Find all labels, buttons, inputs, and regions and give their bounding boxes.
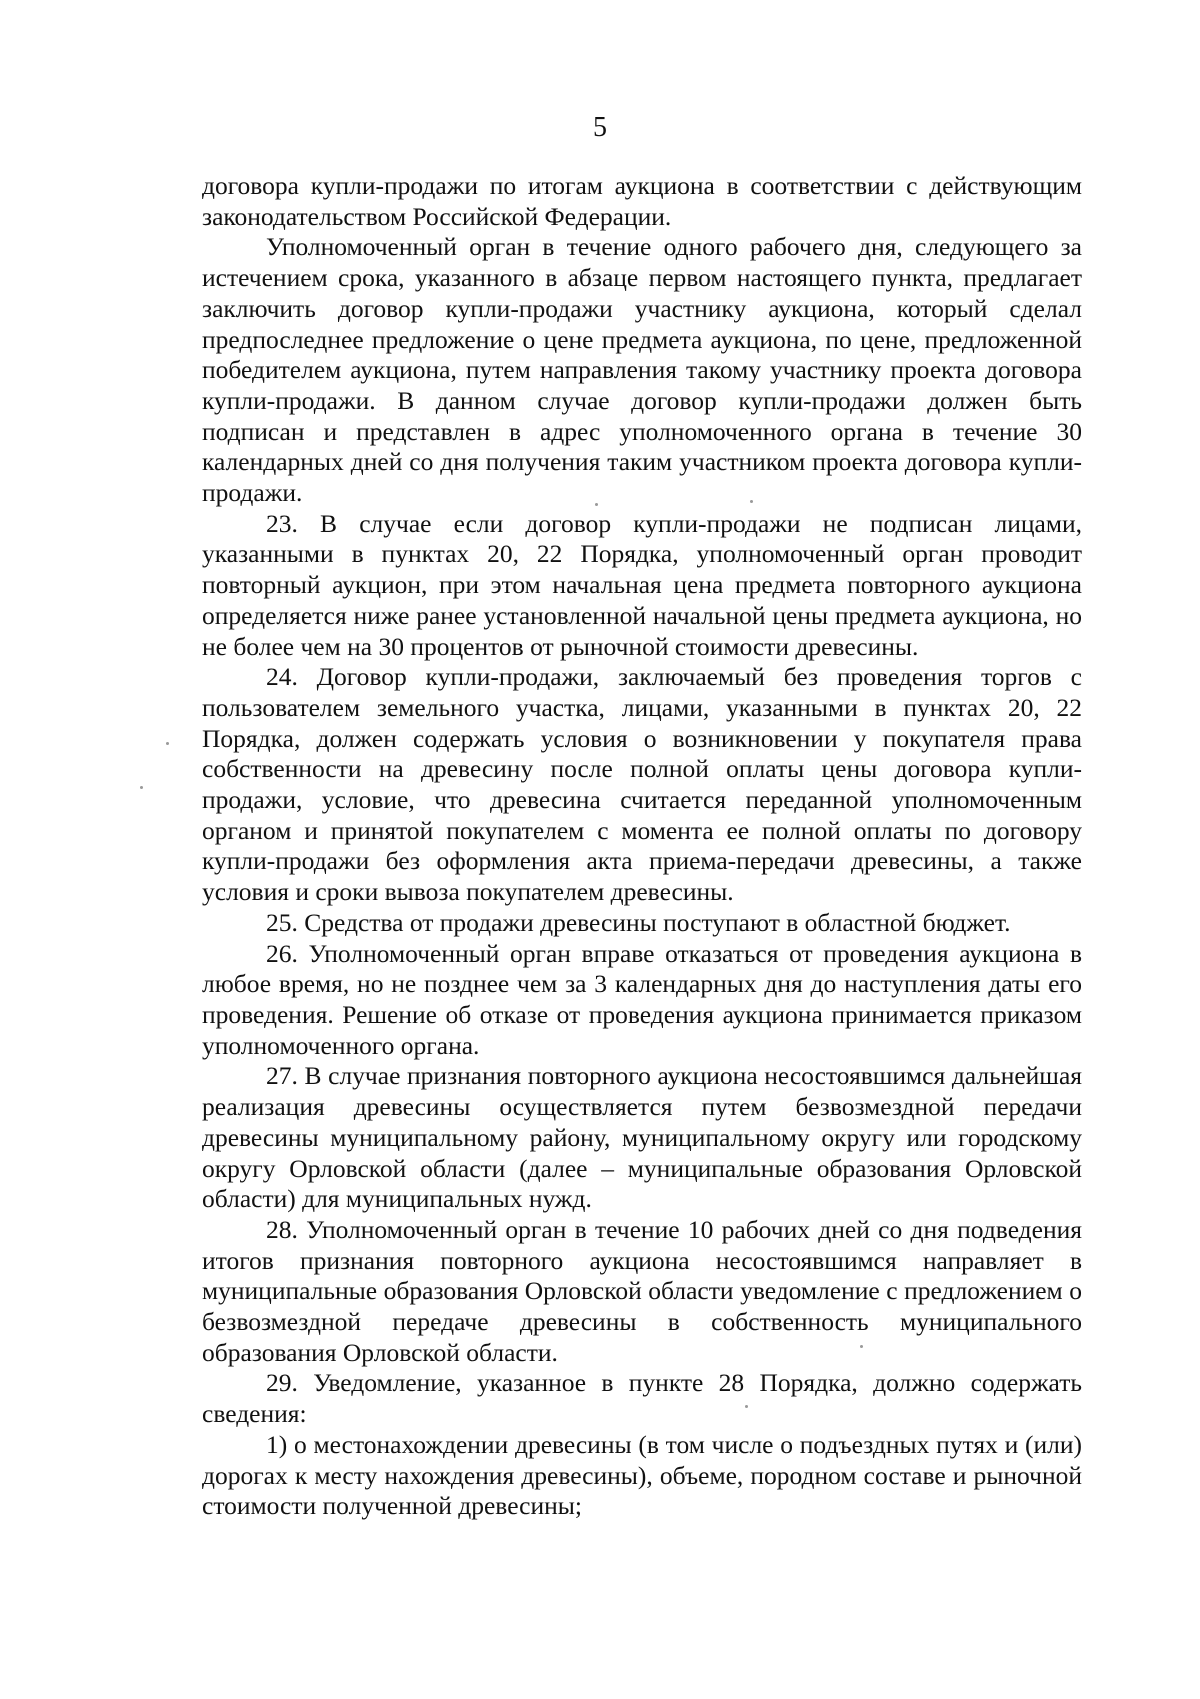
paragraph-item-27: 27. В случае признания повторного аукциона несостоявшимся дальнейшая реализация древесины осуществляется путем безвозмездной передачи древесины муниципальному району, муниципальному округу или городскому округу Орловской области (далее – муниципальные образования Орловской области) для муниципальных нужд.	[202, 1061, 1082, 1214]
scan-speck	[750, 500, 753, 503]
paragraph-item-24: 24. Договор купли-продажи, заключаемый без проведения торгов с пользователем земельного участка, лицами, указанными в пунктах 20, 22 Порядка, должен содержать условия о возникновении у покупателя права собственности на древесину после полной оплаты цены договора купли-продажи, условие, что древесина считается переданной уполномоченным органом и принятой покупателем с момента ее полной оплаты по договору купли-продажи без оформления акта приема-передачи древесины, а также условия и сроки вывоза покупателем древесины.	[202, 662, 1082, 907]
scan-speck	[745, 1405, 748, 1408]
paragraph-item-28: 28. Уполномоченный орган в течение 10 рабочих дней со дня подведения итогов признания повторного аукциона несостоявшимся направляет в муниципальные образования Орловской области уведомление с предложением о безвозмездной передаче древесины в собственность муниципального образования Орловской области.	[202, 1214, 1082, 1367]
paragraph-item-25: 25. Средства от продажи древесины поступают в областной бюджет.	[266, 907, 1011, 937]
page-number: 5	[593, 112, 607, 143]
paragraph-authorized-body: Уполномоченный орган в течение одного рабочего дня, следующего за истечением срока, указанного в абзаце первом настоящего пункта, предлагает заключить договор купли-продажи участнику аукциона, который сделал предпоследнее предложение о цене предмета аукциона, по цене, предложенной победителем аукциона, путем направления такому участнику проекта договора купли-продажи. В данном случае договор купли-продажи должен быть подписан и представлен в адрес уполномоченного органа в течение 30 календарных дней со дня получения таким участником проекта договора купли-продажи.	[202, 232, 1082, 508]
scan-speck	[140, 786, 143, 789]
paragraph-item-29: 29. Уведомление, указанное в пункте 28 Порядка, должно содержать сведения:	[202, 1368, 1082, 1429]
paragraph-item-26: 26. Уполномоченный орган вправе отказаться от проведения аукциона в любое время, но не позднее чем за 3 календарных дня до наступления даты его проведения. Решение об отказе от проведения аукциона принимается приказом уполномоченного органа.	[202, 938, 1082, 1060]
paragraph-item-23: 23. В случае если договор купли-продажи не подписан лицами, указанными в пунктах 20, 22 Порядка, уполномоченный орган проводит повторный аукцион, при этом начальная цена предмета повторного аукциона определяется ниже ранее установленной начальной цены предмета аукциона, но не более чем на 30 процентов от рыночной стоимости древесины.	[202, 508, 1082, 661]
paragraph-continuation: договора купли-продажи по итогам аукциона в соответствии с действующим законодательством Российской Федерации.	[202, 171, 1082, 231]
document-body	[202, 171, 1082, 1522]
scan-speck	[166, 742, 169, 745]
paragraph-item-29-subitem-1: 1) о местонахождении древесины (в том числе о подъездных путях и (или) дорогах к месту нахождения древесины), объеме, породном составе и рыночной стоимости полученной древесины;	[202, 1429, 1082, 1521]
scan-speck	[595, 503, 598, 506]
scan-speck	[860, 1345, 863, 1348]
